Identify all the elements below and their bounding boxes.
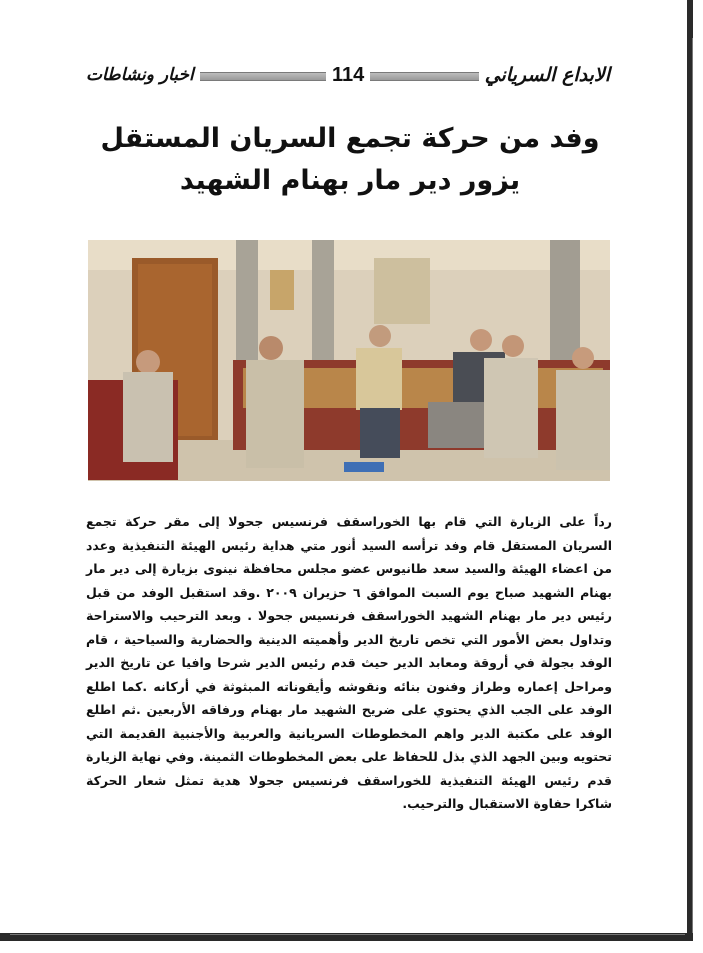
title-line-1: وفد من حركة تجمع السريان المستقل (100, 123, 600, 154)
frame-divider-bottom (10, 934, 685, 935)
page-number: 114 (326, 62, 370, 88)
magazine-title: الابداع السرياني (479, 62, 616, 88)
page-header (80, 62, 616, 88)
section-title: اخبار ونشاطات (80, 62, 200, 88)
article-body (86, 510, 612, 816)
title-line-2: يزور دير مار بهنام الشهيد (179, 165, 521, 196)
article-title (100, 118, 600, 202)
frame-divider (692, 38, 693, 933)
article-photo (88, 240, 610, 481)
article-paragraph: رداً على الزيارة التي قام بها الخوراسقف فرنسيس جحولا إلى مقر حركة تجمع السريان المستقل قام وفد ترأسه السيد أنور متي هداية رئيس الهيئة التنفيذية وعدد من اعضاء الهيئة والسيد سعد طانيوس عضو مجلس محافظة نينوى بزيارة إلى دير مار بهنام الشهيد صباح يوم السبت الموافق ٦ حزيران ٢٠٠٩ .وقد استقبل الوفد من قبل رئيس دير مار بهنام الشهيد الخوراسقف فرنسيس جحولا . وبعد الترحيب والاستراحة وتداول بعض الأمور التي تخص تاريخ الدير وأهميته الدينية والحضارية والسياحية ، قام الوفد بجولة في أروقة ومعابد الدير حيث قدم رئيس الدير شرحا وافيا عن تاريخ الدير ومراحل إعماره وطراز وفنون بنائه ونقوشه وأيقوناته المبثوثة في أركانه .كما اطلع الوفد على الجب الذي يحتوي على ضريح الشهيد مار بهنام ورفاقه الأربعين .ثم اطلع الوفد على مكتبة الدير واهم المخطوطات السريانية والعربية والأجنبية القديمة التي تحتويه وبين الجهد الذي بذل للحفاظ على بعض المخطوطات الثمينة. وفي نهاية الزيارة قدم رئيس الهيئة التنفيذية للخوراسقف فرنسيس جحولا هدية تمثل شعار الحركة شاكرا حفاوة الاستقبال والترحيب. (86, 514, 613, 811)
group-photo-icon (88, 240, 610, 481)
